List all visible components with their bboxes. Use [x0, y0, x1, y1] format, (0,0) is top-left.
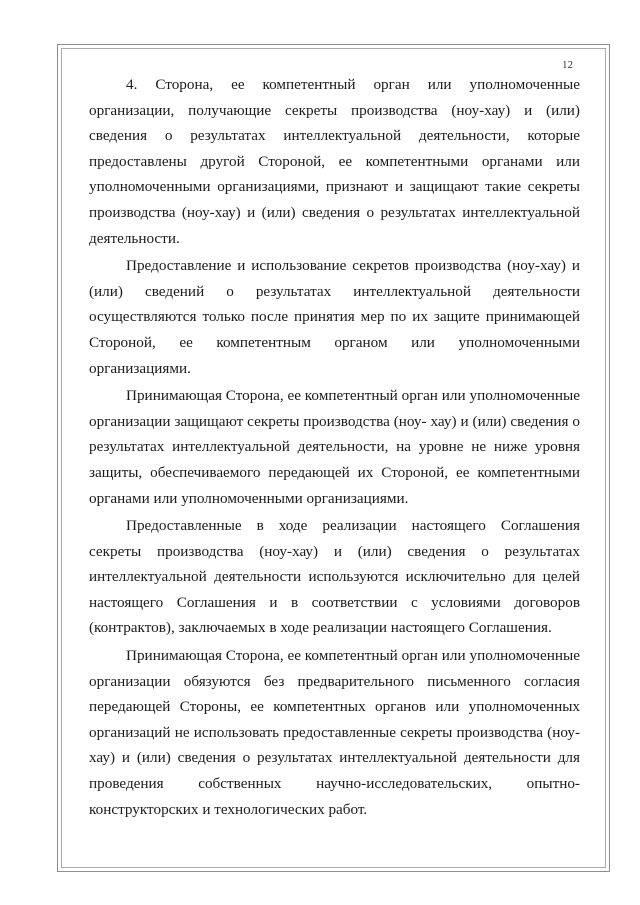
paragraph: Предоставленные в ходе реализации настоящего Соглашения секреты производства (ноу-хау) и (или) сведения о результатах интеллектуальной деятельности используются исключительно для целей настоящего Соглашения и в соответствии с условиями договоров (контрактов), заключаемых в ходе реализации настоящего Соглашения. — [89, 517, 580, 637]
page-number: 12 — [562, 59, 573, 71]
paragraph: Принимающая Сторона, ее компетентный орган или уполномоченные организации защищают секреты производства (ноу- хау) и (или) сведения о результатах интеллектуальной деятельности, на уровне не ниже уровня защиты, обеспечиваемого передающей их Стороной, ее компетентными органами или уполномоченными организациями. — [89, 387, 580, 507]
paragraph: 4. Сторона, ее компетентный орган или уполномоченные организации, получающие секреты производства (ноу-хау) и (или) сведения о результатах интеллектуальной деятельности, которые предоставлены другой Стороной, ее компетентными органами или уполномоченными организациями, признают и защищают такие секреты производства (ноу-хау) и (или) сведения о результатах интеллектуальной деятельности. — [89, 76, 580, 247]
document-body — [89, 72, 580, 824]
paragraph: Предоставление и использование секретов производства (ноу-хау) и (или) сведений о результатах интеллектуальной деятельности осуществляются только после принятия мер по их защите принимающей Стороной, ее компетентным органом или уполномоченными организациями. — [89, 257, 580, 377]
paragraph: Принимающая Сторона, ее компетентный орган или уполномоченные организации обязуются без предварительного письменного согласия передающей Стороны, ее компетентных органов или уполномоченных организаций не использовать предоставленные секреты производства (ноу-хау) и (или) сведения о результатах интеллектуальной деятельности для проведения собственных научно-исследовательских, опытно-конструкторских и технологических работ. — [89, 647, 580, 818]
